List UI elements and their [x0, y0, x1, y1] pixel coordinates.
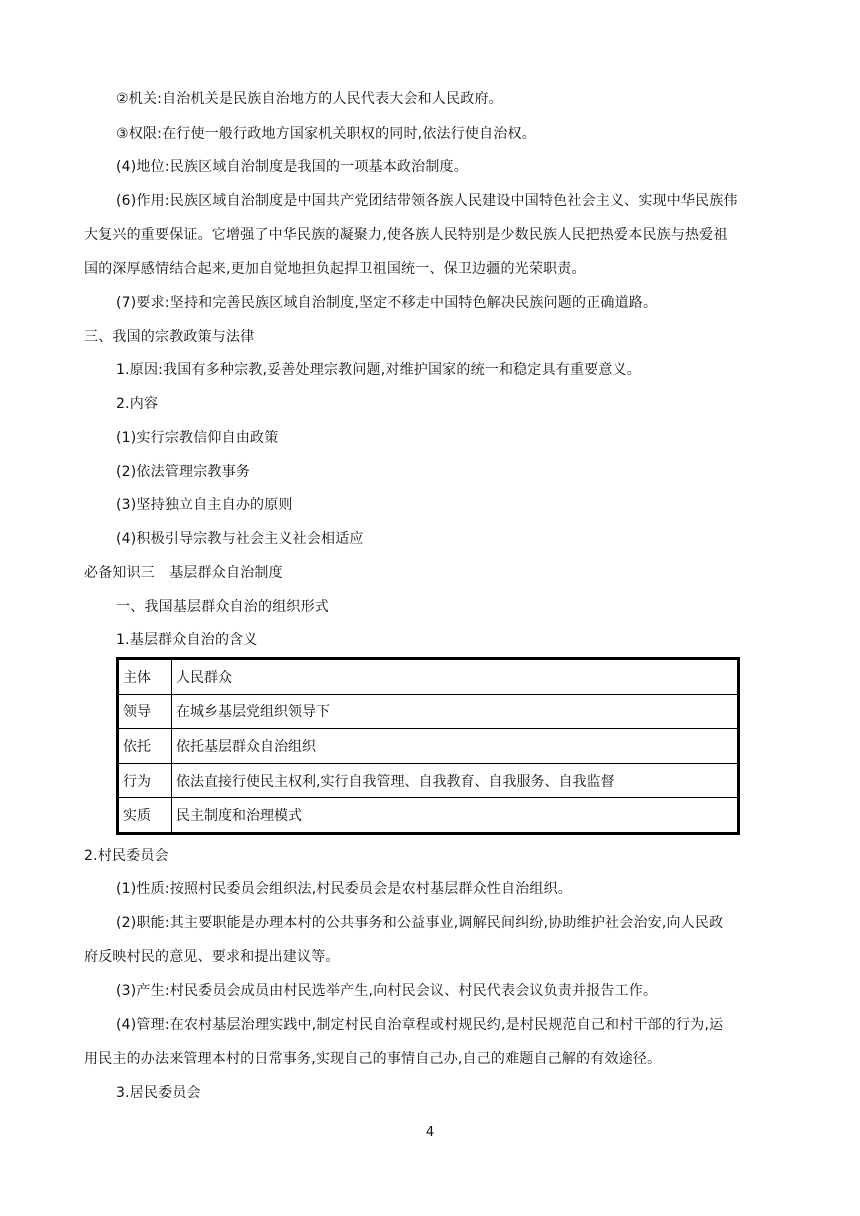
table-key: 领导: [119, 694, 172, 729]
subheading: 3.居民委员会: [116, 1085, 201, 1101]
list-item: (1)实行宗教信仰自由政策: [116, 430, 279, 446]
table-row: [119, 798, 738, 833]
page-number: 4: [425, 1125, 435, 1140]
subheading: 2.村民委员会: [84, 848, 169, 864]
table-value: 依托基层群众自治组织: [172, 729, 738, 764]
table-row: [119, 729, 738, 764]
table-row: [119, 660, 738, 695]
text-line: (3)产生:村民委员会成员由村民选举产生,向村民会议、村民代表会议负责并报告工作。: [116, 983, 658, 999]
table-row: [119, 763, 738, 798]
text-line: ③权限:在行使一般行政地方国家机关职权的同时,依法行使自治权。: [116, 126, 536, 142]
text-line: (1)性质:按照村民委员会组织法,村民委员会是农村基层群众性自治组织。: [116, 881, 572, 897]
table-value: 民主制度和治理模式: [172, 798, 738, 833]
list-item: (2)依法管理宗教事务: [116, 464, 251, 480]
list-item: (4)积极引导宗教与社会主义社会相适应: [116, 531, 364, 547]
subheading: 1.基层群众自治的含义: [116, 632, 258, 648]
section-heading: 必备知识三 基层群众自治制度: [84, 565, 283, 581]
table-value: 人民群众: [172, 660, 738, 695]
text-line: (2)职能:其主要职能是办理本村的公共事务和公益事业,调解民间纠纷,协助维护社会治安,向人民政: [116, 915, 724, 931]
text-line: 大复兴的重要保证。它增强了中华民族的凝聚力,使各族人民特别是少数民族人民把热爱本民族与热爱祖: [84, 227, 728, 243]
table-value: 依法直接行使民主权利,实行自我管理、自我教育、自我服务、自我监督: [172, 763, 738, 798]
list-item: (3)坚持独立自主自办的原则: [116, 497, 293, 513]
section-heading: 一、我国基层群众自治的组织形式: [116, 599, 329, 615]
text-line: (6)作用:民族区域自治制度是中国共产党团结带领各族人民建设中国特色社会主义、实现中华民族伟: [116, 193, 738, 209]
text-line: (7)要求:坚持和完善民族区域自治制度,坚定不移走中国特色解决民族问题的正确道路。: [116, 295, 658, 311]
text-line: 国的深厚感情结合起来,更加自觉地担负起捍卫祖国统一、保卫边疆的光荣职责。: [84, 261, 586, 277]
table-value: 在城乡基层党组织领导下: [172, 694, 738, 729]
text-line: (4)地位:民族区域自治制度是我国的一项基本政治制度。: [116, 159, 468, 175]
table-key: 实质: [119, 798, 172, 833]
definition-table: [116, 657, 740, 835]
text-line: ②机关:自治机关是民族自治地方的人民代表大会和人民政府。: [116, 91, 503, 107]
text-line: 用民主的办法来管理本村的日常事务,实现自己的事情自己办,自己的难题自己解的有效途径。: [84, 1051, 662, 1067]
text-line: (4)管理:在农村基层治理实践中,制定村民自治章程或村规民约,是村民规范自己和村干部的行为,运: [116, 1017, 724, 1033]
text-line: 府反映村民的意见、要求和提出建议等。: [84, 949, 340, 965]
table-key: 依托: [119, 729, 172, 764]
table-key: 行为: [119, 763, 172, 798]
section-heading: 三、我国的宗教政策与法律: [84, 329, 255, 345]
text-line: 1.原因:我国有多种宗教,妥善处理宗教问题,对维护国家的统一和稳定具有重要意义。: [116, 362, 641, 378]
table-row: [119, 694, 738, 729]
table-key: 主体: [119, 660, 172, 695]
subheading: 2.内容: [116, 396, 159, 412]
